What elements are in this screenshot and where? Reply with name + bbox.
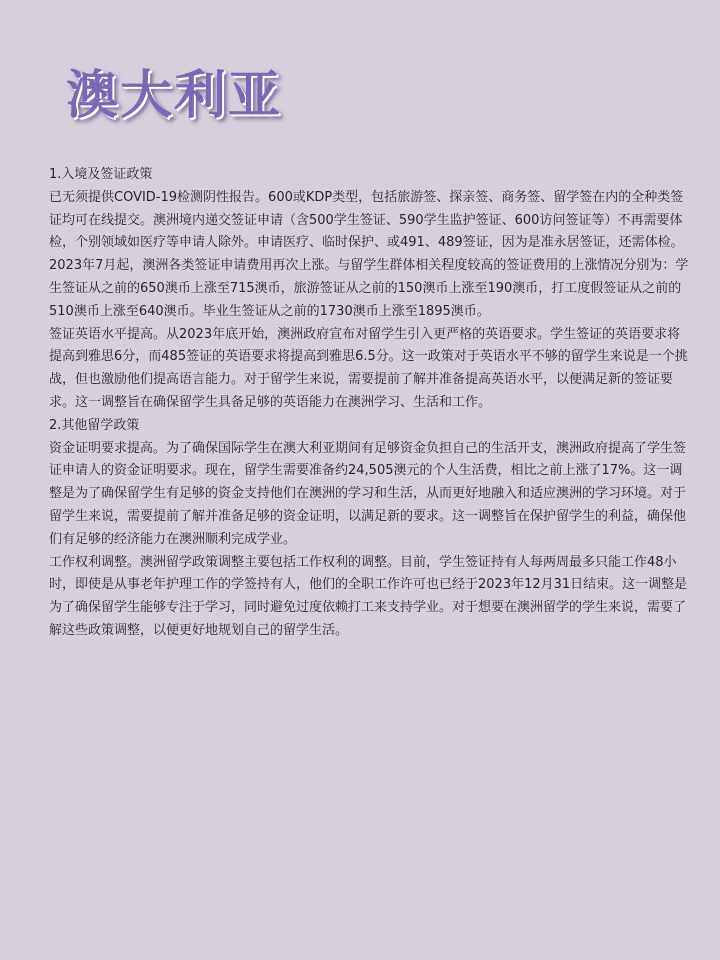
paragraph-english-requirement: 签证英语水平提高。从2023年底开始，澳洲政府宣布对留学生引入更严格的英语要求。学生签证的英语要求将提高到雅思6分，而485签证的英语要求将提高到雅思6.5分。这一政策对于英语水平不够的留学生来说是一个挑战，但也激励他们提高语言能力。对于留学生来说，需要提前了解并准备提高英语水平，以便满足新的签证要求。这一调整旨在确保留学生具备足够的英语能力在澳洲学习、生活和工作。 bbox=[49, 326, 688, 410]
section-heading-other-policy: 2.其他留学政策 bbox=[49, 417, 140, 433]
article-body bbox=[49, 164, 689, 643]
paragraph-work-rights: 工作权利调整。澳洲留学政策调整主要包括工作权利的调整。目前，学生签证持有人每两周最多只能工作48小时，即使是从事老年护理工作的学签持有人，他们的全职工作许可也已经于2023年12月31日结束。这一调整是为了确保留学生能够专注于学习，同时避免过度依赖打工来支持学业。对于想要在澳洲留学的学生来说，需要了解这些政策调整，以便更好地规划自己的留学生活。 bbox=[49, 554, 688, 638]
page-title: 澳大利亚 bbox=[66, 66, 283, 126]
section-heading-visa: 1.入境及签证政策 bbox=[49, 167, 153, 182]
paragraph-fund-proof: 资金证明要求提高。为了确保国际学生在澳大利亚期间有足够资金负担自己的生活开支，澳洲政府提高了学生签证申请人的资金证明要求。现在，留学生需要准备约24,505澳元的个人生活费，相比之前上涨了17%。这一调整是为了确保留学生有足够的资金支持他们在澳洲的学习和生活，从而更好地融入和适应澳洲的学习环境。对于留学生来说，需要提前了解并准备足够的资金证明，以满足新的要求。这一调整旨在保护留学生的利益，确保他们有足够的经济能力在澳洲顺利完成学业。 bbox=[49, 440, 687, 547]
paragraph-visa-policy: 已无须提供COVID-19检测阴性报告。600或KDP类型，包括旅游签、探亲签、商务签、留学签在内的全种类签证均可在线提交。澳洲境内递交签证申请（含500学生签证、590学生监护签证、600访问签证等）不再需要体检，个别领域如医疗等申请人除外。申请医疗、临时保护、或491、489签证，因为是准永居签证，还需体检。2023年7月起，澳洲各类签证申请费用再次上涨。与留学生群体相关程度较高的签证费用的上涨情况分别为：学生签证从之前的650澳币上涨至715澳币，旅游签证从之前的150澳币上涨至190澳币，打工度假签证从之前的510澳币上涨至640澳币。毕业生签证从之前的1730澳币上涨至1895澳币。 bbox=[49, 189, 689, 319]
